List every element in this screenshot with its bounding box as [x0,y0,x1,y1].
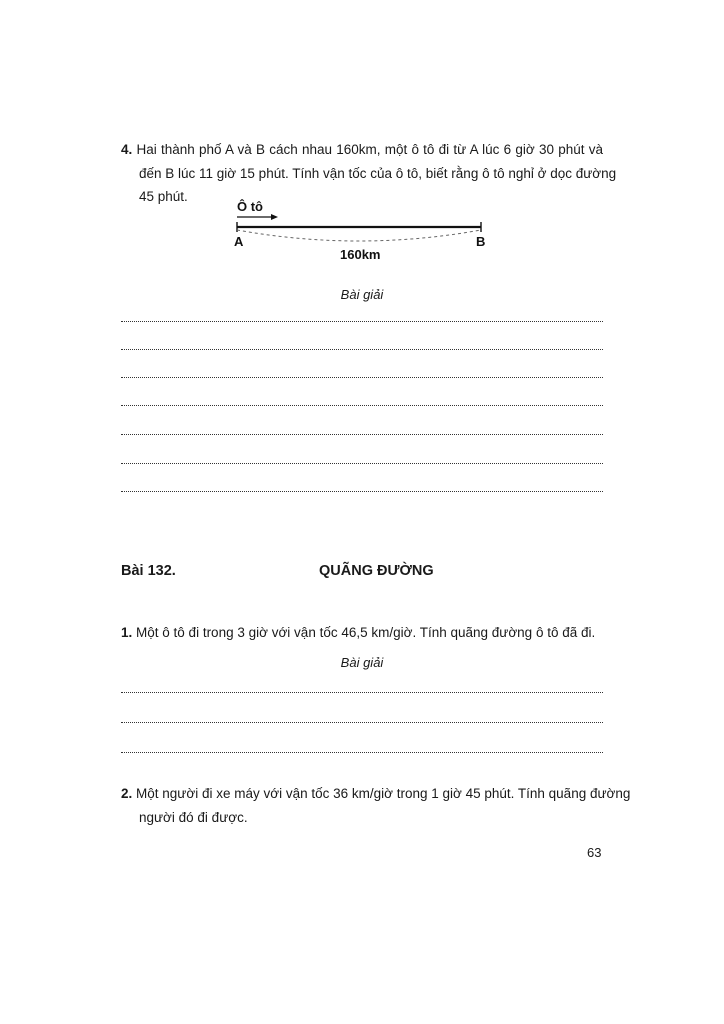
answer-line [121,692,603,693]
problem-4-line-3: 45 phút. [139,189,188,204]
problem-1-text: Một ô tô đi trong 3 giờ với vận tốc 46,5 km/giờ. Tính quãng đường ô tô đã đi. [136,625,596,640]
vehicle-label: Ô tô [237,199,263,214]
solution-heading-1: Bài giải [340,655,384,670]
point-a-label: A [234,234,244,249]
distance-label: 160km [340,247,381,262]
answer-line [121,491,603,492]
answer-line [121,349,603,350]
problem-2-line-1 [121,782,631,805]
answer-line [121,463,603,464]
lesson-number: Bài 132. [121,563,176,579]
answer-line [121,434,603,435]
problem-1-number: 1. [121,625,133,640]
problem-4-line-1 [121,138,603,161]
problem-2-line-2: người đó đi được. [139,810,248,825]
problem-4-text-1: Hai thành phố A và B cách nhau 160km, một ô tô đi từ A lúc 6 giờ 30 phút và [136,142,603,157]
lesson-title: QUÃNG ĐƯỜNG [319,563,434,579]
direction-arrow-icon [271,214,278,220]
problem-2-text-1: Một người đi xe máy với vận tốc 36 km/giờ trong 1 giờ 45 phút. Tính quãng đường [136,786,631,801]
problem-4-number: 4. [121,142,133,157]
problem-4-line-2: đến B lúc 11 giờ 15 phút. Tính vận tốc của ô tô, biết rằng ô tô nghỉ ở dọc đường [139,166,617,181]
solution-heading-4: Bài giải [340,287,384,302]
answer-line [121,321,603,322]
problem-2-number: 2. [121,786,133,801]
point-b-label: B [476,234,486,249]
distance-diagram [225,196,495,266]
answer-line [121,377,603,378]
problem-1 [121,621,595,644]
answer-line [121,405,603,406]
distance-brace [237,230,481,241]
answer-line [121,752,603,753]
page-number: 63 [587,845,602,860]
answer-line [121,722,603,723]
